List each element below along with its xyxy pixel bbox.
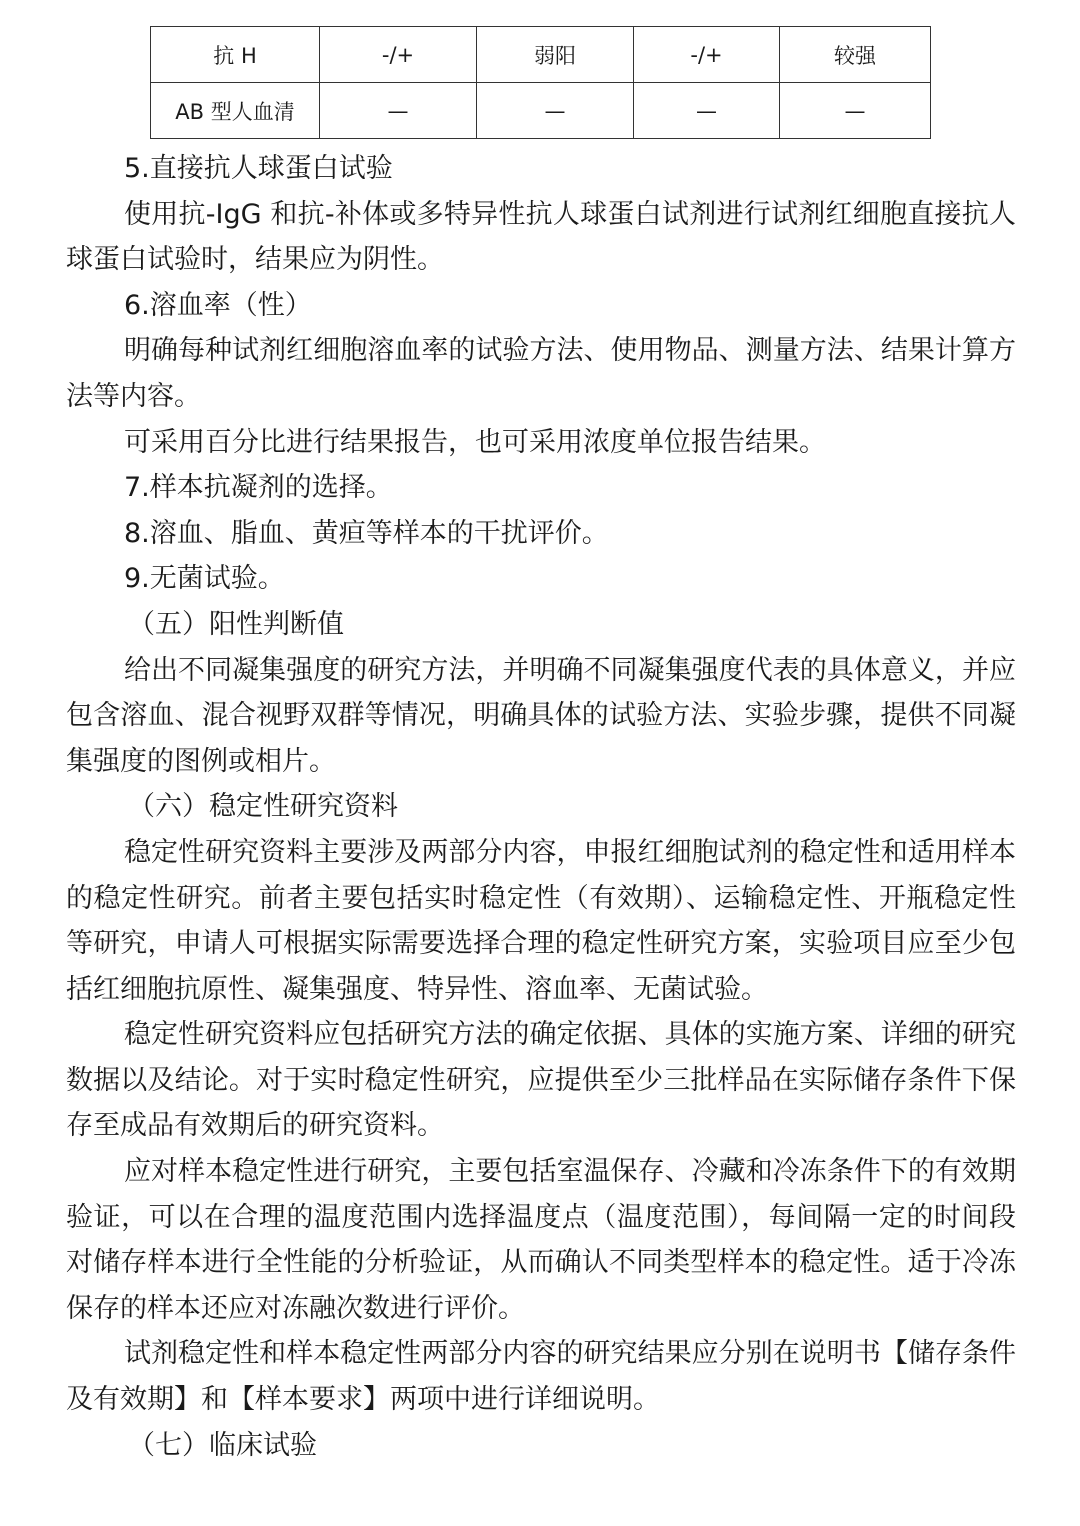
table-row (151, 27, 931, 83)
section-7-title: 7.样本抗凝剂的选择。 (124, 472, 393, 504)
section-6-body: 可采用百分比进行结果报告，也可采用浓度单位报告结果。 (124, 426, 826, 458)
part-5-body: 给出不同凝集强度的研究方法，并明确不同凝集强度代表的具体意义，并应包含溶血、混合视野双群等情况，明确具体的试验方法、实验步骤，提供不同凝集强度的图例或相片。 (66, 654, 1016, 777)
table-row-label: 抗 H (151, 27, 320, 83)
part-6-body: 试剂稳定性和样本稳定性两部分内容的研究结果应分别在说明书【储存条件及有效期】和【样本要求】两项中进行详细说明。 (66, 1338, 1016, 1416)
table-row (151, 83, 931, 139)
document-body (66, 146, 1016, 1468)
section-5-body: 使用抗-IgG 和抗-补体或多特异性抗人球蛋白试剂进行试剂红细胞直接抗人球蛋白试验时，结果应为阴性。 (66, 198, 1016, 276)
section-9-title: 9.无菌试验。 (124, 563, 285, 595)
table-cell: — (634, 83, 780, 139)
part-5-title: （五）阳性判断值 (128, 608, 344, 640)
section-6-body: 明确每种试剂红细胞溶血率的试验方法、使用物品、测量方法、结果计算方法等内容。 (66, 335, 1016, 412)
section-5-title: 5.直接抗人球蛋白试验 (124, 153, 393, 184)
table-cell: — (477, 83, 634, 139)
results-table (150, 26, 931, 139)
section-6-title: 6.溶血率（性） (124, 289, 312, 321)
table-cell: 较强 (780, 27, 931, 83)
table-cell: -/+ (634, 27, 780, 83)
part-7-title: （七）临床试验 (128, 1429, 317, 1461)
part-6-body: 稳定性研究资料主要涉及两部分内容，申报红细胞试剂的稳定性和适用样本的稳定性研究。前者主要包括实时稳定性（有效期）、运输稳定性、开瓶稳定性等研究，申请人可根据实际需要选择合理的稳定性研究方案，实验项目应至少包括红细胞抗原性、凝集强度、特异性、溶血率、无菌试验。 (66, 836, 1016, 1005)
section-8-title: 8.溶血、脂血、黄疸等样本的干扰评价。 (124, 517, 609, 549)
table-cell: -/+ (320, 27, 477, 83)
table-cell: — (320, 83, 477, 139)
part-6-body: 稳定性研究资料应包括研究方法的确定依据、具体的实施方案、详细的研究数据以及结论。对于实时稳定性研究，应提供至少三批样品在实际储存条件下保存至成品有效期后的研究资料。 (66, 1019, 1016, 1142)
part-6-title: （六）稳定性研究资料 (128, 791, 398, 823)
table-cell: 弱阳 (477, 27, 634, 83)
table-row-label: AB 型人血清 (151, 83, 320, 139)
part-6-body: 应对样本稳定性进行研究，主要包括室温保存、冷藏和冷冻条件下的有效期验证，可以在合理的温度范围内选择温度点（温度范围），每间隔一定的时间段对储存样本进行全性能的分析验证，从而确认不同类型样本的稳定性。适于冷冻保存的样本还应对冻融次数进行评价。 (66, 1156, 1016, 1324)
table-cell: — (780, 83, 931, 139)
